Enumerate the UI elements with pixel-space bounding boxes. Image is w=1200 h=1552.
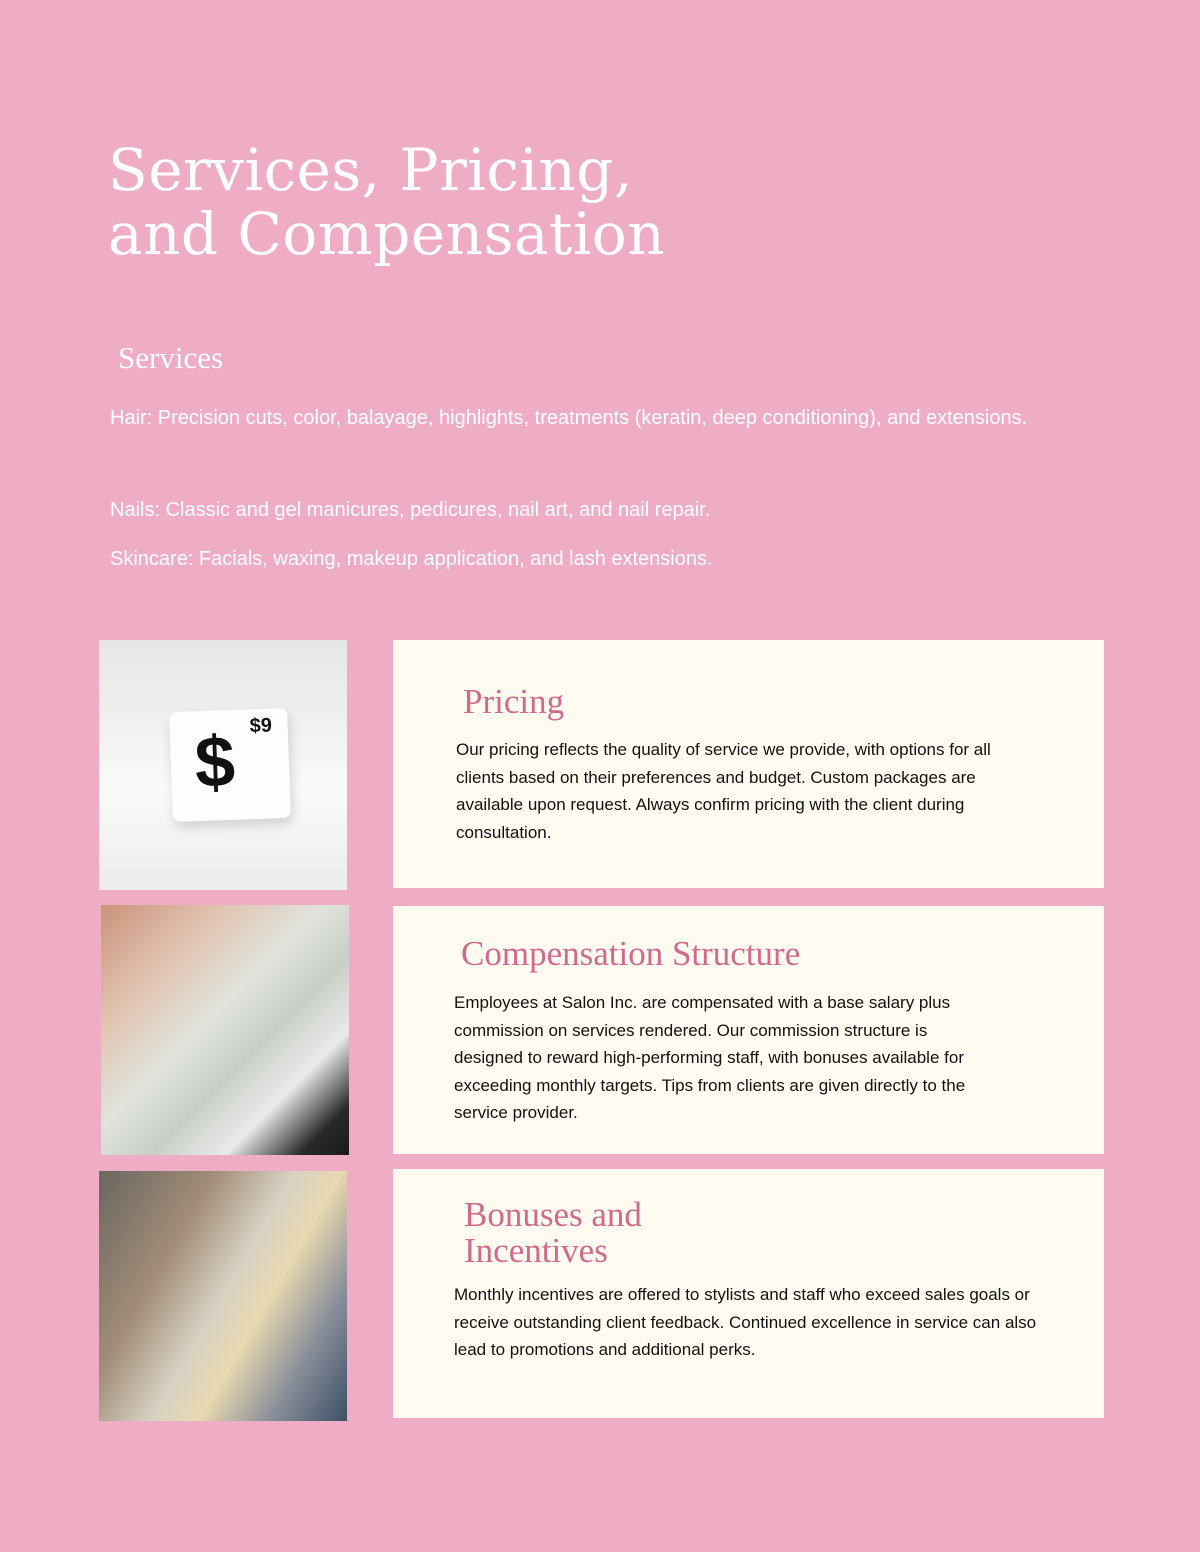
- service-nails: Nails: Classic and gel manicures, pedicures, nail art, and nail repair.: [110, 499, 711, 521]
- price-tag-dollar: $: [193, 721, 237, 804]
- title-line-1: Services, Pricing,: [108, 136, 633, 204]
- page-title: [108, 138, 665, 266]
- pricing-card: [393, 640, 1104, 888]
- services-heading: Services: [118, 340, 224, 375]
- pricing-heading: Pricing: [463, 682, 565, 721]
- compensation-card: [393, 906, 1104, 1154]
- price-tag-photo: [99, 640, 347, 890]
- celebration-cash-photo: [99, 1171, 347, 1421]
- title-line-2: and Compensation: [108, 200, 666, 268]
- bonuses-heading: Bonuses and Incentives: [464, 1195, 642, 1270]
- service-hair: Hair: Precision cuts, color, balayage, highlights, treatments (keratin, deep conditioning), and extensions.: [110, 407, 1028, 429]
- service-skincare: Skincare: Facials, waxing, makeup application, and lash extensions.: [110, 548, 713, 570]
- compensation-body: Employees at Salon Inc. are compensated with a base salary plus commission on services rendered. Our commission structure is designed to reward high-performing staff, with bonuses available for exceeding monthly targets. Tips from clients are given directly to the service provider.: [454, 993, 966, 1122]
- price-tag: [169, 708, 291, 822]
- pricing-body: Our pricing reflects the quality of service we provide, with options for all clients based on their preferences and budget. Custom packages are available upon request. Always confirm pricing with the client during consultation.: [456, 740, 991, 842]
- price-tag-amount: $9: [249, 714, 273, 738]
- bonuses-body: Monthly incentives are offered to stylists and staff who exceed sales goals or receive outstanding client feedback. Continued excellence in service can also lead to promotions and additional perks.: [454, 1285, 1037, 1359]
- bonuses-card: [393, 1169, 1104, 1418]
- money-counting-photo: [101, 905, 349, 1155]
- compensation-heading: Compensation Structure: [461, 934, 801, 973]
